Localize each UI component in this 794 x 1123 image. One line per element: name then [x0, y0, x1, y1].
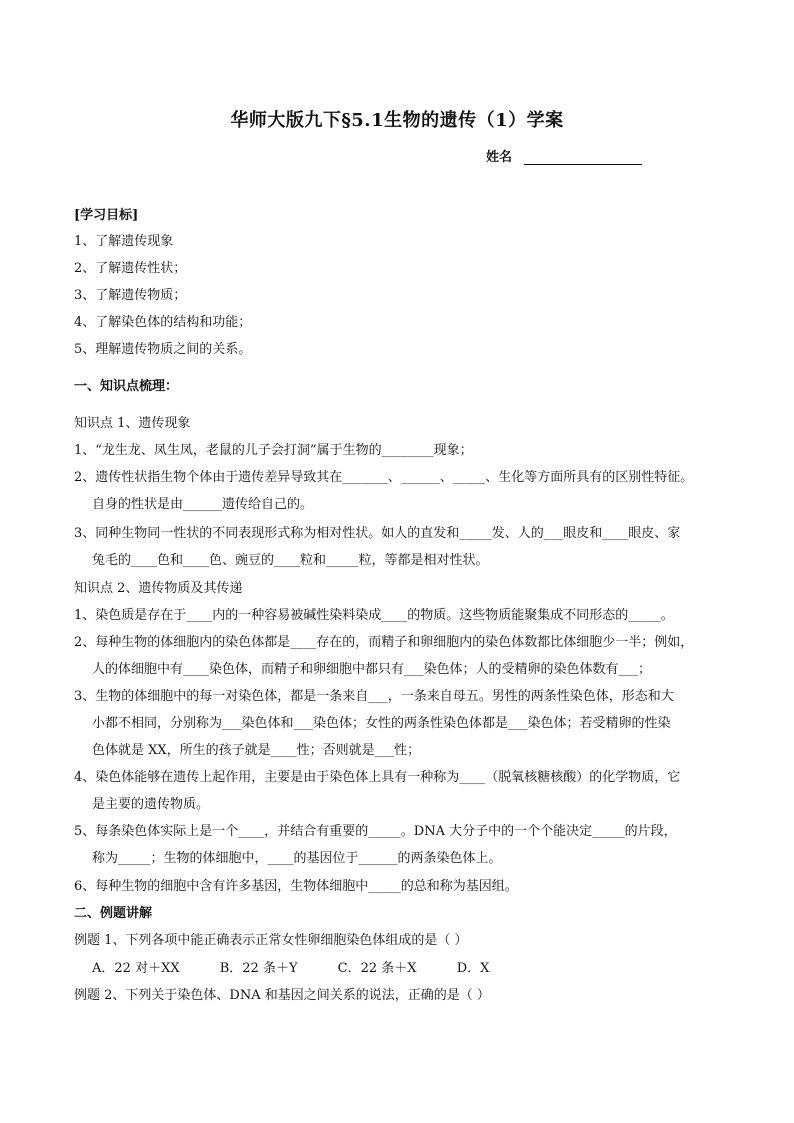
point2-heading: 知识点 2、遗传物质及其传递	[74, 581, 243, 596]
point2-line: 是主要的遗传物质。	[92, 797, 210, 812]
objective-item: 3、了解遗传物质；	[74, 288, 187, 303]
section1-heading: 一、知识点梳理：	[74, 379, 179, 394]
option-c[interactable]: C．22 条＋X	[337, 961, 417, 976]
point1-line: 自身的性状是由______遗传给自己的。	[92, 497, 314, 512]
point1-heading: 知识点 1、遗传现象	[74, 416, 191, 431]
objective-item: 1、了解遗传现象	[74, 234, 174, 249]
point2-line: 6、每种生物的细胞中含有许多基因，生物体细胞中_____的总和称为基因组。	[74, 879, 518, 894]
objective-item: 2、了解遗传性状；	[74, 261, 187, 276]
point2-line: 称为_____；生物的体细胞中，____的基因位于______的两条染色体上。	[92, 851, 502, 866]
option-d[interactable]: D．X	[456, 961, 490, 976]
name-blank-line[interactable]	[524, 150, 642, 165]
example1-options	[92, 960, 525, 978]
name-field	[486, 146, 642, 165]
point2-line: 人的体细胞中有____染色体，而精子和卵细胞中都只有___染色体；人的受精卵的染色体数有___；	[92, 662, 652, 677]
point1-line: 3、同种生物同一性状的不同表现形式称为相对性状。如人的直发和_____发、人的___眼皮和____眼皮、家	[74, 526, 681, 541]
example1-question: 例题 1、下列各项中能正确表示正常女性卵细胞染色体组成的是（ ）	[74, 933, 468, 948]
point2-line: 2、每种生物的体细胞内的染色体都是____存在的，而精子和卵细胞内的染色体数都比体细胞少一半；例如，	[74, 635, 694, 650]
example2-question: 例题 2、下列关于染色体、DNA 和基因之间关系的说法，正确的是（ ）	[74, 988, 490, 1003]
objectives-heading: [学习目标]	[74, 208, 139, 223]
point1-line: 兔毛的____色和____色、豌豆的____粒和_____粒，等都是相对性状。	[92, 553, 489, 568]
point2-line: 小都不相同，分别称为___染色体和___染色体；女性的两条性染色体都是___染色体；若受精卵的性染	[92, 716, 671, 731]
point2-line: 5、每条染色体实际上是一个____，并结合有重要的_____。DNA 大分子中的一个个能决定_____的片段，	[74, 824, 677, 839]
point2-line: 4、染色体能够在遗传上起作用，主要是由于染色体上具有一种称为____（脱氧核糖核酸）的化学物质，它	[74, 770, 681, 785]
option-a[interactable]: A．22 对＋XX	[92, 961, 180, 976]
name-label: 姓名	[486, 150, 513, 165]
point1-line: 1、“龙生龙、凤生凤，老鼠的儿子会打洞”属于生物的________现象；	[74, 443, 473, 458]
point2-line: 3、生物的体细胞中的每一对染色体，都是一条来自___，一条来自母五。男性的两条性染色体，形态和大	[74, 689, 674, 704]
section2-heading: 二、例题讲解	[74, 906, 153, 921]
point2-line: 色体就是 XX，所生的孩子就是____性；否则就是___性；	[92, 743, 421, 758]
page-title: 华师大版九下§5.1生物的遗传（1）学案	[230, 110, 564, 131]
point1-line: 2、遗传性状指生物个体由于遗传差异导致其在_______、______、_____、生化等方面所具有的区别性特征。	[74, 470, 694, 485]
option-b[interactable]: B．22 条＋Y	[219, 961, 298, 976]
objective-item: 5、理解遗传物质之间的关系。	[74, 342, 252, 357]
objective-item: 4、了解染色体的结构和功能；	[74, 315, 252, 330]
point2-line: 1、染色质是存在于____内的一种容易被碱性染料染成____的物质。这些物质能聚集成不同形态的_____。	[74, 608, 674, 623]
